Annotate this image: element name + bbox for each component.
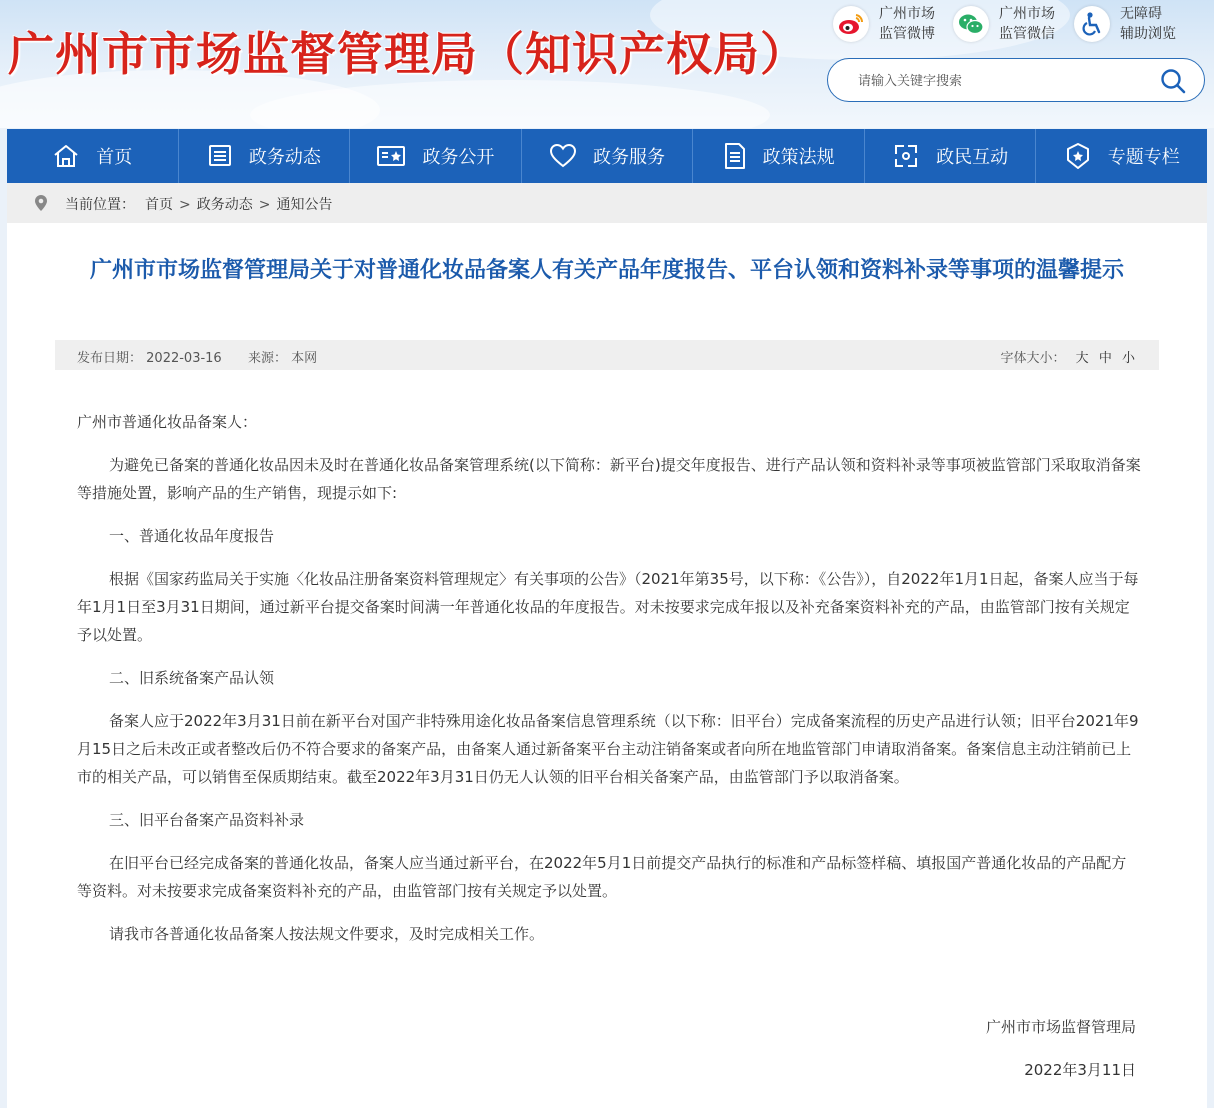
main-nav	[7, 129, 1207, 183]
nav-label: 政民互动	[936, 147, 1009, 168]
nav-item-news[interactable]	[179, 129, 351, 183]
search-box	[827, 58, 1205, 102]
news-icon	[207, 144, 233, 168]
signature: 广州市市场监督管理局	[985, 1018, 1136, 1036]
wechat-link-line1: 广州市场	[999, 6, 1055, 22]
breadcrumb-label: 当前位置：	[65, 197, 135, 213]
source-label: 来源：	[248, 351, 288, 366]
article-body	[77, 408, 1141, 963]
paragraph: 为避免已备案的普通化妆品因未及时在普通化妆品备案管理系统(以下简称：新平台)提交年度报告、进行产品认领和资料补录等事项被监管部门采取取消备案等措施处置，影响产品的生产销售，现提示如下:	[77, 456, 1141, 502]
nav-item-home[interactable]	[7, 129, 179, 183]
nav-label: 政务动态	[248, 147, 321, 168]
accessibility-link-line2: 辅助浏览	[1120, 26, 1176, 42]
wechat-icon	[953, 6, 989, 42]
open-gov-icon	[376, 144, 406, 168]
accessibility-link[interactable]	[1074, 4, 1184, 46]
weibo-link-line2: 监管微博	[879, 26, 935, 42]
signature-block	[986, 1013, 1136, 1099]
paragraph: 根据《国家药监局关于实施〈化妆品注册备案资料管理规定〉有关事项的公告》（2021年第35号，以下称：《公告》），自2022年1月1日起，备案人应当于每年1月1日至3月31日期间，通过新平台提交备案时间满一年普通化妆品的年度报告。对未按要求完成年报以及补充备案资料补充的产品，由监管部门按有关规定予以处置。	[77, 570, 1139, 644]
accessibility-link-line1: 无障碍	[1120, 6, 1162, 22]
section-heading: 三、旧平台备案产品资料补录	[109, 811, 305, 829]
paragraph: 备案人应于2022年3月31日前在新平台对国产非特殊用途化妆品备案信息管理系统（以下称：旧平台）完成备案流程的历史产品进行认领；旧平台2021年9月15日之后未改正或者整改后仍不符合要求的备案产品，由备案人通过新备案平台主动注销备案或者向所在地监管部门申请取消备案。备案信息主动注销前已上市的相关产品，可以销售至保质期结束。截至2022年3月31日仍无人认领的旧平台相关备案产品，由监管部门予以取消备案。	[77, 712, 1139, 786]
date-label: 发布日期：	[77, 351, 143, 366]
breadcrumb-home[interactable]: 首页	[145, 197, 173, 213]
accessibility-icon	[1074, 6, 1110, 42]
site-title[interactable]: 广州市市场监督管理局（知识产权局）	[8, 27, 807, 81]
nav-item-open-gov[interactable]	[350, 129, 522, 183]
paragraph: 请我市各普通化妆品备案人按法规文件要求，及时完成相关工作。	[109, 925, 545, 943]
nav-item-topics[interactable]	[1036, 129, 1207, 183]
heart-icon	[549, 143, 577, 169]
badge-icon	[1064, 142, 1092, 170]
section-heading: 一、普通化妆品年度报告	[109, 527, 275, 545]
document-icon	[723, 142, 747, 170]
breadcrumb-separator: >	[258, 197, 271, 213]
search-icon[interactable]	[1160, 68, 1186, 94]
font-size-medium[interactable]: 中	[1098, 351, 1112, 366]
weibo-link[interactable]	[833, 4, 945, 46]
font-size-small[interactable]: 小	[1121, 351, 1135, 366]
weibo-icon	[833, 6, 869, 42]
home-icon	[52, 143, 80, 169]
sign-date: 2022年3月11日	[1024, 1061, 1136, 1079]
article-container	[7, 223, 1207, 1108]
interaction-icon	[892, 142, 920, 170]
salutation: 广州市普通化妆品备案人：	[77, 413, 258, 431]
nav-label: 专题专栏	[1107, 147, 1180, 168]
article-meta	[55, 340, 1159, 370]
nav-item-services[interactable]	[522, 129, 694, 183]
nav-label: 政策法规	[762, 147, 835, 168]
section-heading: 二、旧系统备案产品认领	[109, 669, 275, 687]
wechat-link-line2: 监管微信	[999, 26, 1055, 42]
source-value: 本网	[291, 351, 318, 366]
font-size-label: 字体大小：	[1000, 351, 1066, 366]
nav-item-interaction[interactable]	[865, 129, 1037, 183]
nav-label: 政务公开	[422, 147, 495, 168]
publish-date: 2022-03-16	[146, 351, 222, 366]
location-pin-icon	[34, 194, 48, 212]
breadcrumb-separator: >	[179, 197, 191, 213]
nav-label: 政务服务	[593, 147, 666, 168]
search-input[interactable]	[856, 69, 1150, 93]
font-size-large[interactable]: 大	[1075, 351, 1089, 366]
breadcrumb	[7, 183, 1207, 223]
wechat-link[interactable]	[953, 4, 1065, 46]
weibo-link-line1: 广州市场	[879, 6, 935, 22]
nav-item-policies[interactable]	[693, 129, 865, 183]
breadcrumb-news[interactable]: 政务动态	[196, 197, 253, 213]
breadcrumb-notices[interactable]: 通知公告	[276, 197, 333, 213]
nav-label: 首页	[96, 147, 133, 168]
paragraph: 在旧平台已经完成备案的普通化妆品，备案人应当通过新平台，在2022年5月1日前提交产品执行的标准和产品标签样稿、填报国产普通化妆品的产品配方等资料。对未按要求完成备案资料补充的产品，由监管部门按有关规定予以处置。	[77, 854, 1127, 900]
site-header	[0, 0, 1214, 128]
article-title: 广州市市场监督管理局关于对普通化妆品备案人有关产品年度报告、平台认领和资料补录等事项的温馨提示	[89, 258, 1124, 283]
